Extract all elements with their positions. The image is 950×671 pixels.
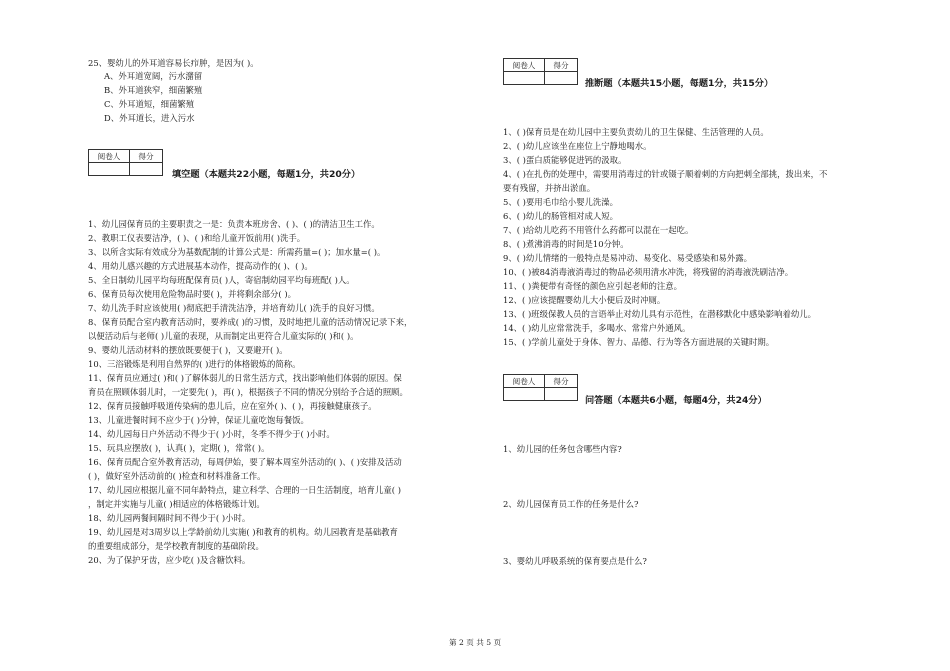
score-cell[interactable] bbox=[545, 388, 578, 401]
page-footer: 第 2 页 共 5 页 bbox=[448, 638, 502, 647]
reviewer-label: 阅卷人 bbox=[504, 59, 545, 72]
fill-line: 11、保育员应通过( )和( )了解体弱儿的日常生活方式，找出影响他们体弱的原因。保 bbox=[88, 373, 402, 383]
judge-line: 11、( )粪便带有奇怪的颜色应引起老师的注意。 bbox=[503, 281, 682, 291]
judge-line: 13、( )班级保教人员的言语举止对幼儿具有示范性，在潜移默化中感染影响着幼儿。 bbox=[503, 309, 816, 319]
judge-score-box bbox=[503, 58, 578, 85]
judge-line: 6、( )幼儿的肠管相对成人短。 bbox=[503, 211, 619, 221]
fill-line: 9、婴幼儿活动材料的摆放既要便于( )，又要避开( )。 bbox=[88, 345, 288, 355]
reviewer-cell[interactable] bbox=[504, 72, 545, 85]
fill-line: 2、教职工仪表要洁净，( )、( )和给儿童开饭前用( )洗手。 bbox=[88, 233, 306, 243]
judge-line: 14、( )幼儿应常常洗手，多喝水、常常户外通风。 bbox=[503, 323, 691, 333]
judge-line: 12、( )应该提醒婴幼儿大小便后及时冲厕。 bbox=[503, 295, 666, 305]
judge-line: 1、( )保育员是在幼儿园中主要负责幼儿的卫生保健、生活管理的人员。 bbox=[503, 127, 769, 137]
judge-line: 15、( )学前儿童处于身体、智力、品德、行为等各方面进展的关键时期。 bbox=[503, 337, 775, 347]
fill-line: 以便活动后与老师( )儿童的表现，从而制定出更符合儿童实际的( )和( )。 bbox=[88, 331, 359, 341]
judge-section-title: 推断题（本题共15小题，每题1分，共15分） bbox=[585, 78, 774, 89]
fill-score-box bbox=[88, 149, 163, 176]
judge-line: 8、( )煮沸消毒的时间是10分钟。 bbox=[503, 239, 629, 249]
fill-line: 14、幼儿园每日户外活动不得少于( )小时，冬季不得少于( )小时。 bbox=[88, 429, 335, 439]
qa-score-box bbox=[503, 374, 578, 401]
question-25-option-b: B、外耳道狭窄，细菌繁殖 bbox=[104, 85, 203, 95]
fill-line: 10、三浴锻炼是利用自然界的( )进行的体格锻炼的简称。 bbox=[88, 359, 301, 369]
question-25-option-d: D、外耳道长，进入污水 bbox=[104, 113, 195, 123]
score-label: 得分 bbox=[545, 59, 578, 72]
judge-line: 2、( )幼儿应该坐在座位上宁静地喝水。 bbox=[503, 141, 652, 151]
fill-line: 20、为了保护牙齿，应少吃( )及含糖饮料。 bbox=[88, 555, 251, 565]
reviewer-label: 阅卷人 bbox=[504, 375, 545, 388]
fill-line: 5、全日制幼儿园平均每班配保育员( )人，寄宿制幼园平均每班配( )人。 bbox=[88, 275, 355, 285]
fill-line: 1、幼儿园保育员的主要职责之一是：负责本班房舍、( )、( )的清洁卫生工作。 bbox=[88, 219, 380, 229]
score-cell[interactable] bbox=[545, 72, 578, 85]
judge-line: 5、( )要用毛巾给小婴儿洗澡。 bbox=[503, 197, 619, 207]
qa-question-3: 3、婴幼儿呼吸系统的保育要点是什么? bbox=[503, 556, 647, 566]
question-25-option-a: A、外耳道宽阔，污水潴留 bbox=[104, 71, 203, 81]
question-25-option-c: C、外耳道短，细菌繁殖 bbox=[104, 99, 195, 109]
judge-line: 10、( )被84消毒液消毒过的物品必须用清水冲洗，将残留的消毒液洗刷洁净。 bbox=[503, 267, 794, 277]
score-label: 得分 bbox=[130, 150, 163, 163]
score-label: 得分 bbox=[545, 375, 578, 388]
reviewer-cell[interactable] bbox=[504, 388, 545, 401]
fill-line: ，制定并实施与儿童( )相适应的体格锻炼计划。 bbox=[88, 499, 265, 509]
fill-line: 16、保育员配合室外教育活动，每周伊始，要了解本周室外活动的( )、( )安排及活动 bbox=[88, 457, 402, 467]
fill-line: 13、儿童进餐时间不应少于( )分钟，保证儿童吃饱每餐饭。 bbox=[88, 415, 309, 425]
qa-question-1: 1、幼儿园的任务包含哪些内容? bbox=[503, 444, 622, 454]
judge-line: 4、( )在扎伤的处理中，需要用消毒过的针或镊子顺着刺的方向把刺全部挑，拨出来，不 bbox=[503, 169, 828, 179]
fill-line: 3、以所含实际有效成分为基数配制的计算公式是：所需药量=( )；加水量=( )。 bbox=[88, 247, 386, 257]
judge-line: 7、( )给幼儿吃药不用管什么药都可以混在一起吃。 bbox=[503, 225, 694, 235]
score-cell[interactable] bbox=[130, 163, 163, 176]
fill-line: 4、用幼儿感兴趣的方式进展基本动作，提高动作的( )、( )。 bbox=[88, 261, 313, 271]
fill-line: 19、幼儿园是对3周岁以上学龄前幼儿实施( )和教育的机构。幼儿园教育是基础教育 bbox=[88, 527, 398, 537]
fill-line: 17、幼儿园应根据儿童不同年龄特点，建立科学、合理的一日生活制度，培育儿童( ) bbox=[88, 485, 401, 495]
qa-question-2: 2、幼儿园保育员工作的任务是什么? bbox=[503, 499, 639, 509]
fill-line: 15、玩具应摆放( )，认真( )，定期( )，常常( )。 bbox=[88, 443, 270, 453]
judge-line: 9、( )幼儿情绪的一般特点是易冲动、易变化、易受感染和易外露。 bbox=[503, 253, 753, 263]
judge-line: 3、( )蛋白质能够促进钙的汲取。 bbox=[503, 155, 627, 165]
reviewer-cell[interactable] bbox=[89, 163, 130, 176]
fill-line: 7、幼儿洗手时应该使用( )彻底把手清洗洁净，并培育幼儿( )洗手的良好习惯。 bbox=[88, 303, 380, 313]
fill-line: 8、保育员配合室内教育活动时，要养成( )的习惯，及时地把儿童的活动情况记录下来， bbox=[88, 317, 413, 327]
fill-line: 12、保育员接触呼吸道传染病的患儿后，应在室外( )、( )，再接触健康孩子。 bbox=[88, 401, 377, 411]
fill-line: 育员在照顾体弱儿时，一定要先( )，再( )，根据孩子不同的情况分别给予合适的照顾。 bbox=[88, 387, 408, 397]
fill-line: 6、保育员每次使用危险物品时要( )，并将剩余部分( )。 bbox=[88, 289, 296, 299]
qa-section-title: 问答题（本题共6小题，每题4分，共24分） bbox=[585, 395, 767, 406]
reviewer-label: 阅卷人 bbox=[89, 150, 130, 163]
fill-line: 18、幼儿园两餐间隔时间不得少于( )小时。 bbox=[88, 513, 251, 523]
fill-line: ( )，做好室外活动前的( )检查和材料准备工作。 bbox=[88, 471, 266, 481]
fill-section-title: 填空题（本题共22小题，每题1分，共20分） bbox=[172, 169, 361, 180]
fill-line: 的重要组成部分，是学校教育制度的基础阶段。 bbox=[88, 541, 264, 551]
question-25-stem: 25、婴幼儿的外耳道容易长疖肿，是因为( )。 bbox=[88, 58, 259, 68]
judge-line: 要有残留，并挤出淤血。 bbox=[503, 183, 596, 193]
